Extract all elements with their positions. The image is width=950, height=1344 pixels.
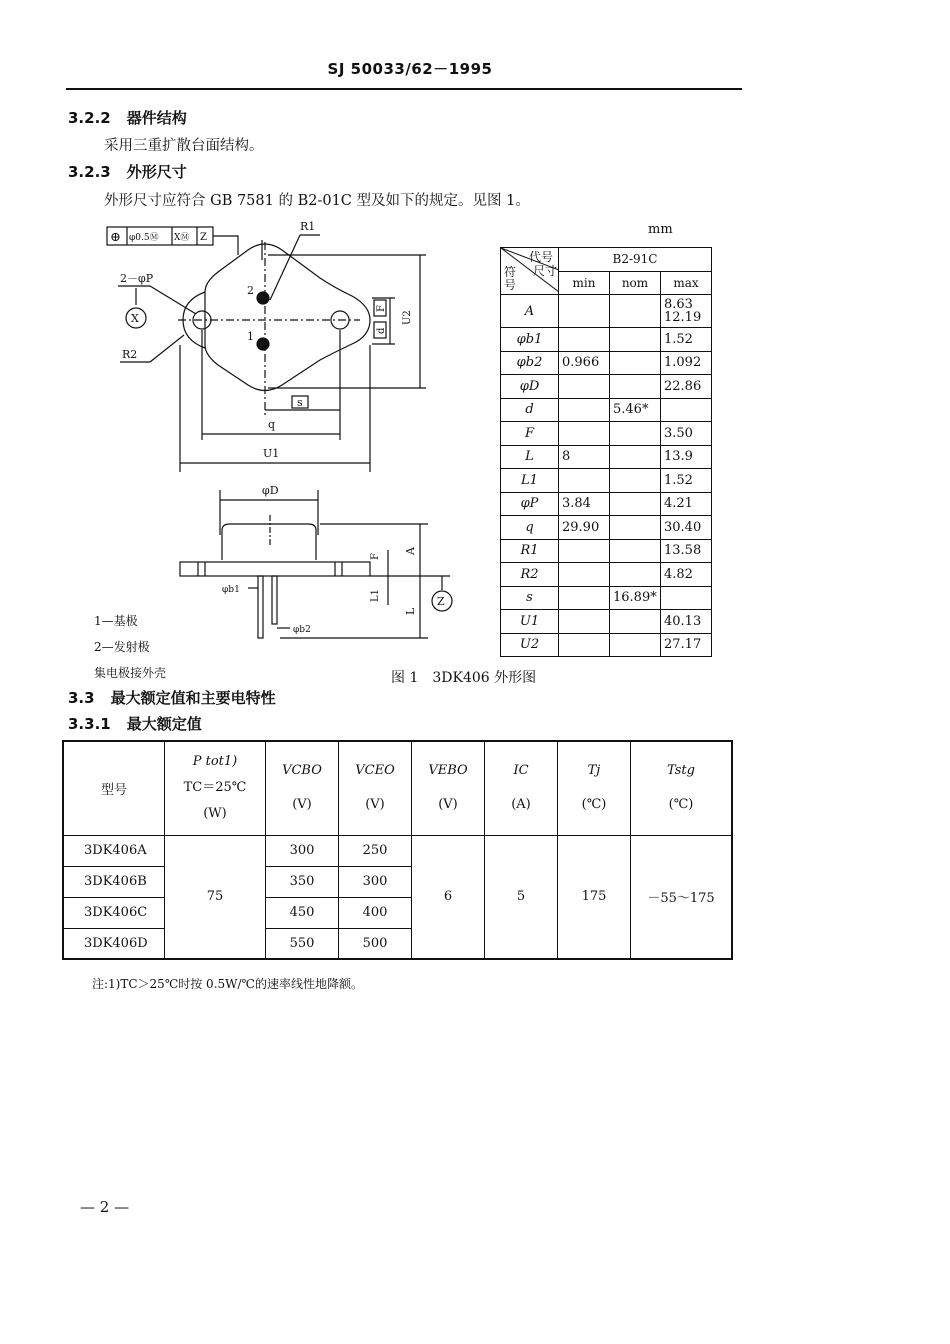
table-row: A 8.63 12.19 — [501, 295, 712, 328]
section-number: 3.3 — [68, 689, 95, 707]
svg-text:2－φP: 2－φP — [120, 272, 154, 285]
section-title: 最大额定值和主要电特性 — [110, 689, 276, 707]
section-3-3 — [68, 687, 276, 708]
svg-text:U2: U2 — [402, 310, 413, 325]
table-row: d 5.46* — [501, 398, 712, 422]
svg-text:L1: L1 — [370, 588, 381, 602]
svg-text:2: 2 — [247, 284, 254, 297]
header-vceo: VCEO (V) — [339, 741, 412, 835]
table-row: 3DK406D 550 500 — [63, 928, 732, 959]
section-title: 外形尺寸 — [126, 163, 187, 181]
svg-text:R2: R2 — [122, 348, 138, 361]
table-row: L 8 13.9 — [501, 445, 712, 469]
table-row: φD 22.86 — [501, 375, 712, 399]
svg-text:φD: φD — [262, 484, 279, 497]
paragraph-outline: 外形尺寸应符合 GB 7581 的 B2-01C 型及如下的规定。见图 1。 — [104, 193, 530, 209]
table-row: φb1 1.52 — [501, 328, 712, 352]
header-ptot: P tot1) TC＝25℃ (W) — [165, 741, 266, 835]
tj-value: 175 — [558, 835, 631, 959]
package-top-outline — [205, 244, 370, 391]
table-row: s 16.89* — [501, 586, 712, 610]
ic-value: 5 — [485, 835, 558, 959]
header-vebo: VEBO (V) — [412, 741, 485, 835]
svg-text:R1: R1 — [300, 220, 316, 233]
header-tstg: Tstg (℃) — [631, 741, 733, 835]
legend-base: 1—基极 — [94, 614, 138, 628]
section-title: 器件结构 — [126, 109, 187, 127]
svg-text:φb1: φb1 — [222, 585, 240, 595]
table-row: F 3.50 — [501, 422, 712, 446]
section-title: 最大额定值 — [126, 715, 202, 733]
legend-emitter: 2—发射极 — [94, 640, 150, 654]
ratings-header-row — [63, 741, 732, 835]
svg-text:s: s — [297, 396, 303, 409]
page-number: — 2 — — [80, 1198, 130, 1216]
svg-text:q: q — [268, 418, 276, 431]
table-row: 3DK406B 350 300 — [63, 866, 732, 897]
table-row: φP 3.84 4.21 — [501, 492, 712, 516]
package-header: B2-91C — [559, 248, 712, 272]
table-note: 注:1)TC＞25℃时按 0.5W/℃的速率线性地降额。 — [92, 977, 363, 991]
svg-text:L: L — [404, 607, 417, 615]
tolerance-frame — [107, 227, 238, 255]
section-number: 3.3.1 — [68, 715, 111, 733]
table-row: U2 27.17 — [501, 633, 712, 657]
section-number: 3.2.3 — [68, 163, 111, 181]
svg-text:F: F — [370, 553, 381, 560]
svg-text:XⓂ: XⓂ — [174, 233, 190, 243]
table-row: q 29.90 30.40 — [501, 516, 712, 540]
section-3-3-1 — [68, 713, 202, 734]
legend-collector: 集电极接外壳 — [94, 666, 167, 680]
table-row: φb2 0.966 1.092 — [501, 351, 712, 375]
svg-text:1: 1 — [247, 330, 254, 343]
svg-text:φ0.5Ⓜ: φ0.5Ⓜ — [129, 233, 159, 243]
svg-text:φb2: φb2 — [293, 625, 311, 635]
page-header: SJ 50033/62－1995 — [327, 60, 493, 78]
paragraph-structure: 采用三重扩散台面结构。 — [104, 138, 264, 154]
svg-text:A: A — [404, 547, 417, 555]
svg-text:d: d — [376, 327, 387, 334]
table-row: L1 1.52 — [501, 469, 712, 493]
svg-text:Z: Z — [437, 595, 445, 608]
svg-text:Z: Z — [200, 232, 207, 243]
header-tj: Tj (℃) — [558, 741, 631, 835]
figure-caption: 图 1 3DK406 外形图 — [391, 670, 537, 686]
ptot-value: 75 — [165, 835, 266, 959]
ratings-table — [62, 740, 733, 960]
vebo-value: 6 — [412, 835, 485, 959]
header-model: 型号 — [63, 741, 165, 835]
unit-label: mm — [648, 222, 673, 237]
outline-drawing — [0, 0, 500, 700]
corner-header: 代号 尺寸 符号 — [501, 248, 559, 295]
position-tolerance-icon: ⊕ — [110, 230, 121, 245]
table-row: 3DK406A 75 300 250 6 5 175 －55～175 — [63, 835, 732, 866]
header-vcbo: VCBO (V) — [266, 741, 339, 835]
table-row: 3DK406C 450 400 — [63, 897, 732, 928]
table-row: R1 13.58 — [501, 539, 712, 563]
header-ic: IC (A) — [485, 741, 558, 835]
table-row: R2 4.82 — [501, 563, 712, 587]
svg-text:U1: U1 — [263, 447, 280, 460]
figure-legend — [94, 608, 166, 686]
dimension-table: 代号 尺寸 符号 B2-91C min nom max A 8.63 12.19 φb1 1.52 φb2 0.966 1.092 φD 22.86 d 5.46* F 3.50 L 8 13.9 L1 1.52 φP 3.84 4.21 q 29.90 30.40 R1 13.58 R2 4.82 s 16.89* U1 40.13 U2 27.17 — [500, 247, 712, 657]
svg-text:X: X — [131, 312, 139, 325]
tstg-value: －55～175 — [631, 835, 733, 959]
table-row: U1 40.13 — [501, 610, 712, 634]
svg-text:F: F — [376, 305, 387, 312]
section-number: 3.2.2 — [68, 109, 111, 127]
